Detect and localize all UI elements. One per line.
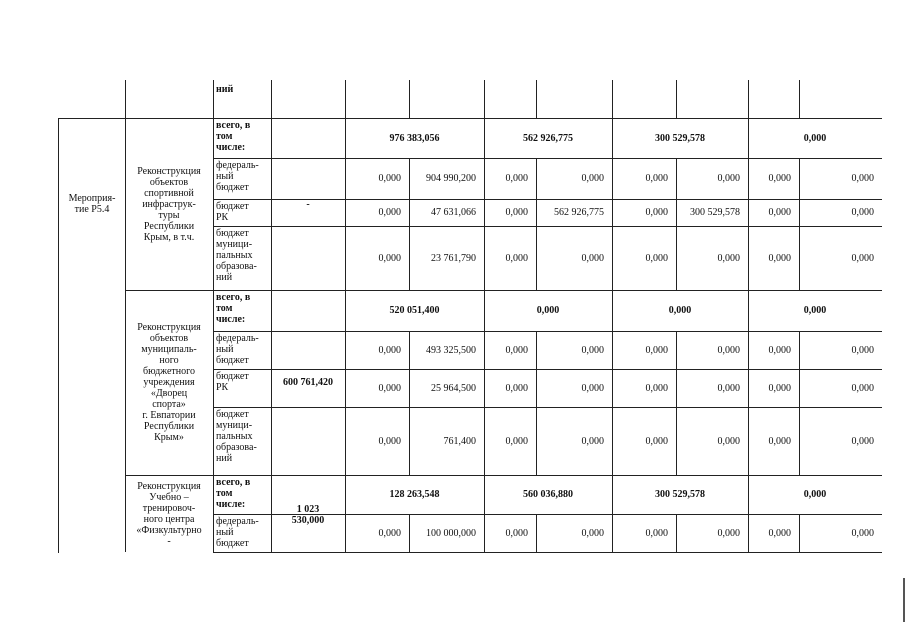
object-cost: 1 023 530,000 [291,504,325,526]
value-cell: 0,000 [505,252,528,264]
value-cell: 0,000 [505,435,528,447]
value-cell: 300 529,578 [690,207,740,218]
value-cell: 23 761,790 [431,252,476,264]
bottom-rule [213,552,882,553]
kind-label-municipal: бюджет муници- пальных образова- ний [216,409,257,464]
value-cell: 0,000 [645,527,668,539]
value-cell: 0,000 [851,527,874,539]
column-rule [125,475,126,552]
value-cell: 0,000 [581,435,604,447]
top-column-rule [409,80,410,118]
kind-label-rk: бюджет РК [216,201,249,223]
total-value: 128 263,548 [389,489,440,500]
top-column-rule [799,80,800,118]
value-cell: 0,000 [378,173,401,184]
value-cell: 0,000 [768,207,791,218]
total-value: 520 051,400 [389,305,440,316]
object-name: Реконструкция объектов муниципаль- ного бюджетного учреждения «Дворец спорта» г. Евпатории Республики Крым» [137,322,201,443]
top-column-rule [213,80,214,118]
total-value: 0,000 [803,489,827,500]
top-column-rule [536,80,537,118]
kind-label-municipal: бюджет муници- пальных образова- ний [216,228,257,283]
value-cell: 0,000 [645,173,668,184]
value-cell: 0,000 [505,173,528,184]
column-rule [271,118,272,290]
value-cell: 0,000 [768,344,791,356]
value-cell: 562 926,775 [554,207,604,218]
kind-label-federal: федераль- ный бюджет [216,160,259,193]
value-cell: 0,000 [768,435,791,447]
value-cell: 0,000 [717,344,740,356]
value-cell: 0,000 [581,252,604,264]
value-cell: 0,000 [645,382,668,394]
value-cell: 0,000 [768,527,791,539]
event-label: Мероприя- тие Р5.4 [68,193,116,215]
value-cell: 0,000 [717,252,740,264]
value-cell: 0,000 [717,435,740,447]
value-cell: 0,000 [645,344,668,356]
value-cell: 0,000 [717,382,740,394]
top-column-rule [748,80,749,118]
kind-label-rk: бюджет РК [216,371,249,393]
total-value: 0,000 [668,305,692,316]
column-rule [271,290,272,475]
top-column-rule [676,80,677,118]
value-cell: 761,400 [443,435,476,447]
total-value: 976 383,056 [389,132,440,144]
value-cell: 0,000 [645,435,668,447]
value-cell: 0,000 [581,527,604,539]
value-cell: 0,000 [505,527,528,539]
value-cell: 0,000 [851,252,874,264]
object-name: Реконструкция объектов спортивной инфраструк- туры Республики Крым, в т.ч. [137,165,201,243]
value-cell: 47 631,066 [431,207,476,218]
value-cell: 0,000 [717,527,740,539]
value-cell: 0,000 [378,435,401,447]
value-cell: 0,000 [851,173,874,184]
value-cell: 0,000 [581,382,604,394]
value-cell: 0,000 [645,252,668,264]
total-value: 0,000 [536,305,560,316]
total-value: 560 036,880 [523,489,573,500]
total-value: 0,000 [803,305,827,316]
value-cell: 0,000 [717,173,740,184]
kind-label-federal: федераль- ный бюджет [216,516,259,549]
value-cell: 0,000 [378,344,401,356]
value-cell: 100 000,000 [426,527,476,539]
column-rule [125,118,126,290]
left-rule [58,290,59,553]
column-rule [213,118,214,290]
total-value: 300 529,578 [655,132,705,144]
top-column-rule [484,80,485,118]
value-cell: 0,000 [505,382,528,394]
left-rule [58,118,59,290]
value-cell: 904 990,200 [426,173,476,184]
value-cell: 0,000 [851,344,874,356]
value-cell: 0,000 [768,382,791,394]
top-column-rule [612,80,613,118]
value-cell: 0,000 [505,344,528,356]
object-name: Реконструкция Учебно – тренировоч- ного центра «Физкультурно - [136,480,202,547]
value-cell: 0,000 [851,207,874,218]
total-value: 562 926,775 [523,132,573,144]
value-cell: 0,000 [851,435,874,447]
kind-label-total: всего, в том числе: [216,477,251,510]
top-column-rule [271,80,272,118]
value-cell: 0,000 [378,207,401,218]
column-rule [125,290,126,475]
top-column-rule [345,80,346,118]
object-cost: - [306,198,310,210]
column-rule [271,475,272,552]
value-cell: 0,000 [768,252,791,264]
value-cell: 25 964,500 [431,382,476,394]
column-rule [213,290,214,475]
value-cell: 0,000 [505,207,528,218]
value-cell: 0,000 [581,344,604,356]
total-value: 300 529,578 [655,489,705,500]
kind-label-tail: ний [216,84,234,95]
value-cell: 0,000 [645,207,668,218]
kind-label-total: всего, в том числе: [216,120,251,153]
kind-label-federal: федераль- ный бюджет [216,333,259,366]
total-value: 0,000 [803,132,827,144]
value-cell: 0,000 [378,382,401,394]
column-rule [213,475,214,552]
kind-label-total: всего, в том числе: [216,292,251,325]
object-cost: 600 761,420 [283,377,333,388]
value-cell: 493 325,500 [426,344,476,356]
top-column-rule [125,80,126,118]
value-cell: 0,000 [378,252,401,264]
value-cell: 0,000 [768,173,791,184]
value-cell: 0,000 [851,382,874,394]
value-cell: 0,000 [581,173,604,184]
value-cell: 0,000 [378,527,401,539]
